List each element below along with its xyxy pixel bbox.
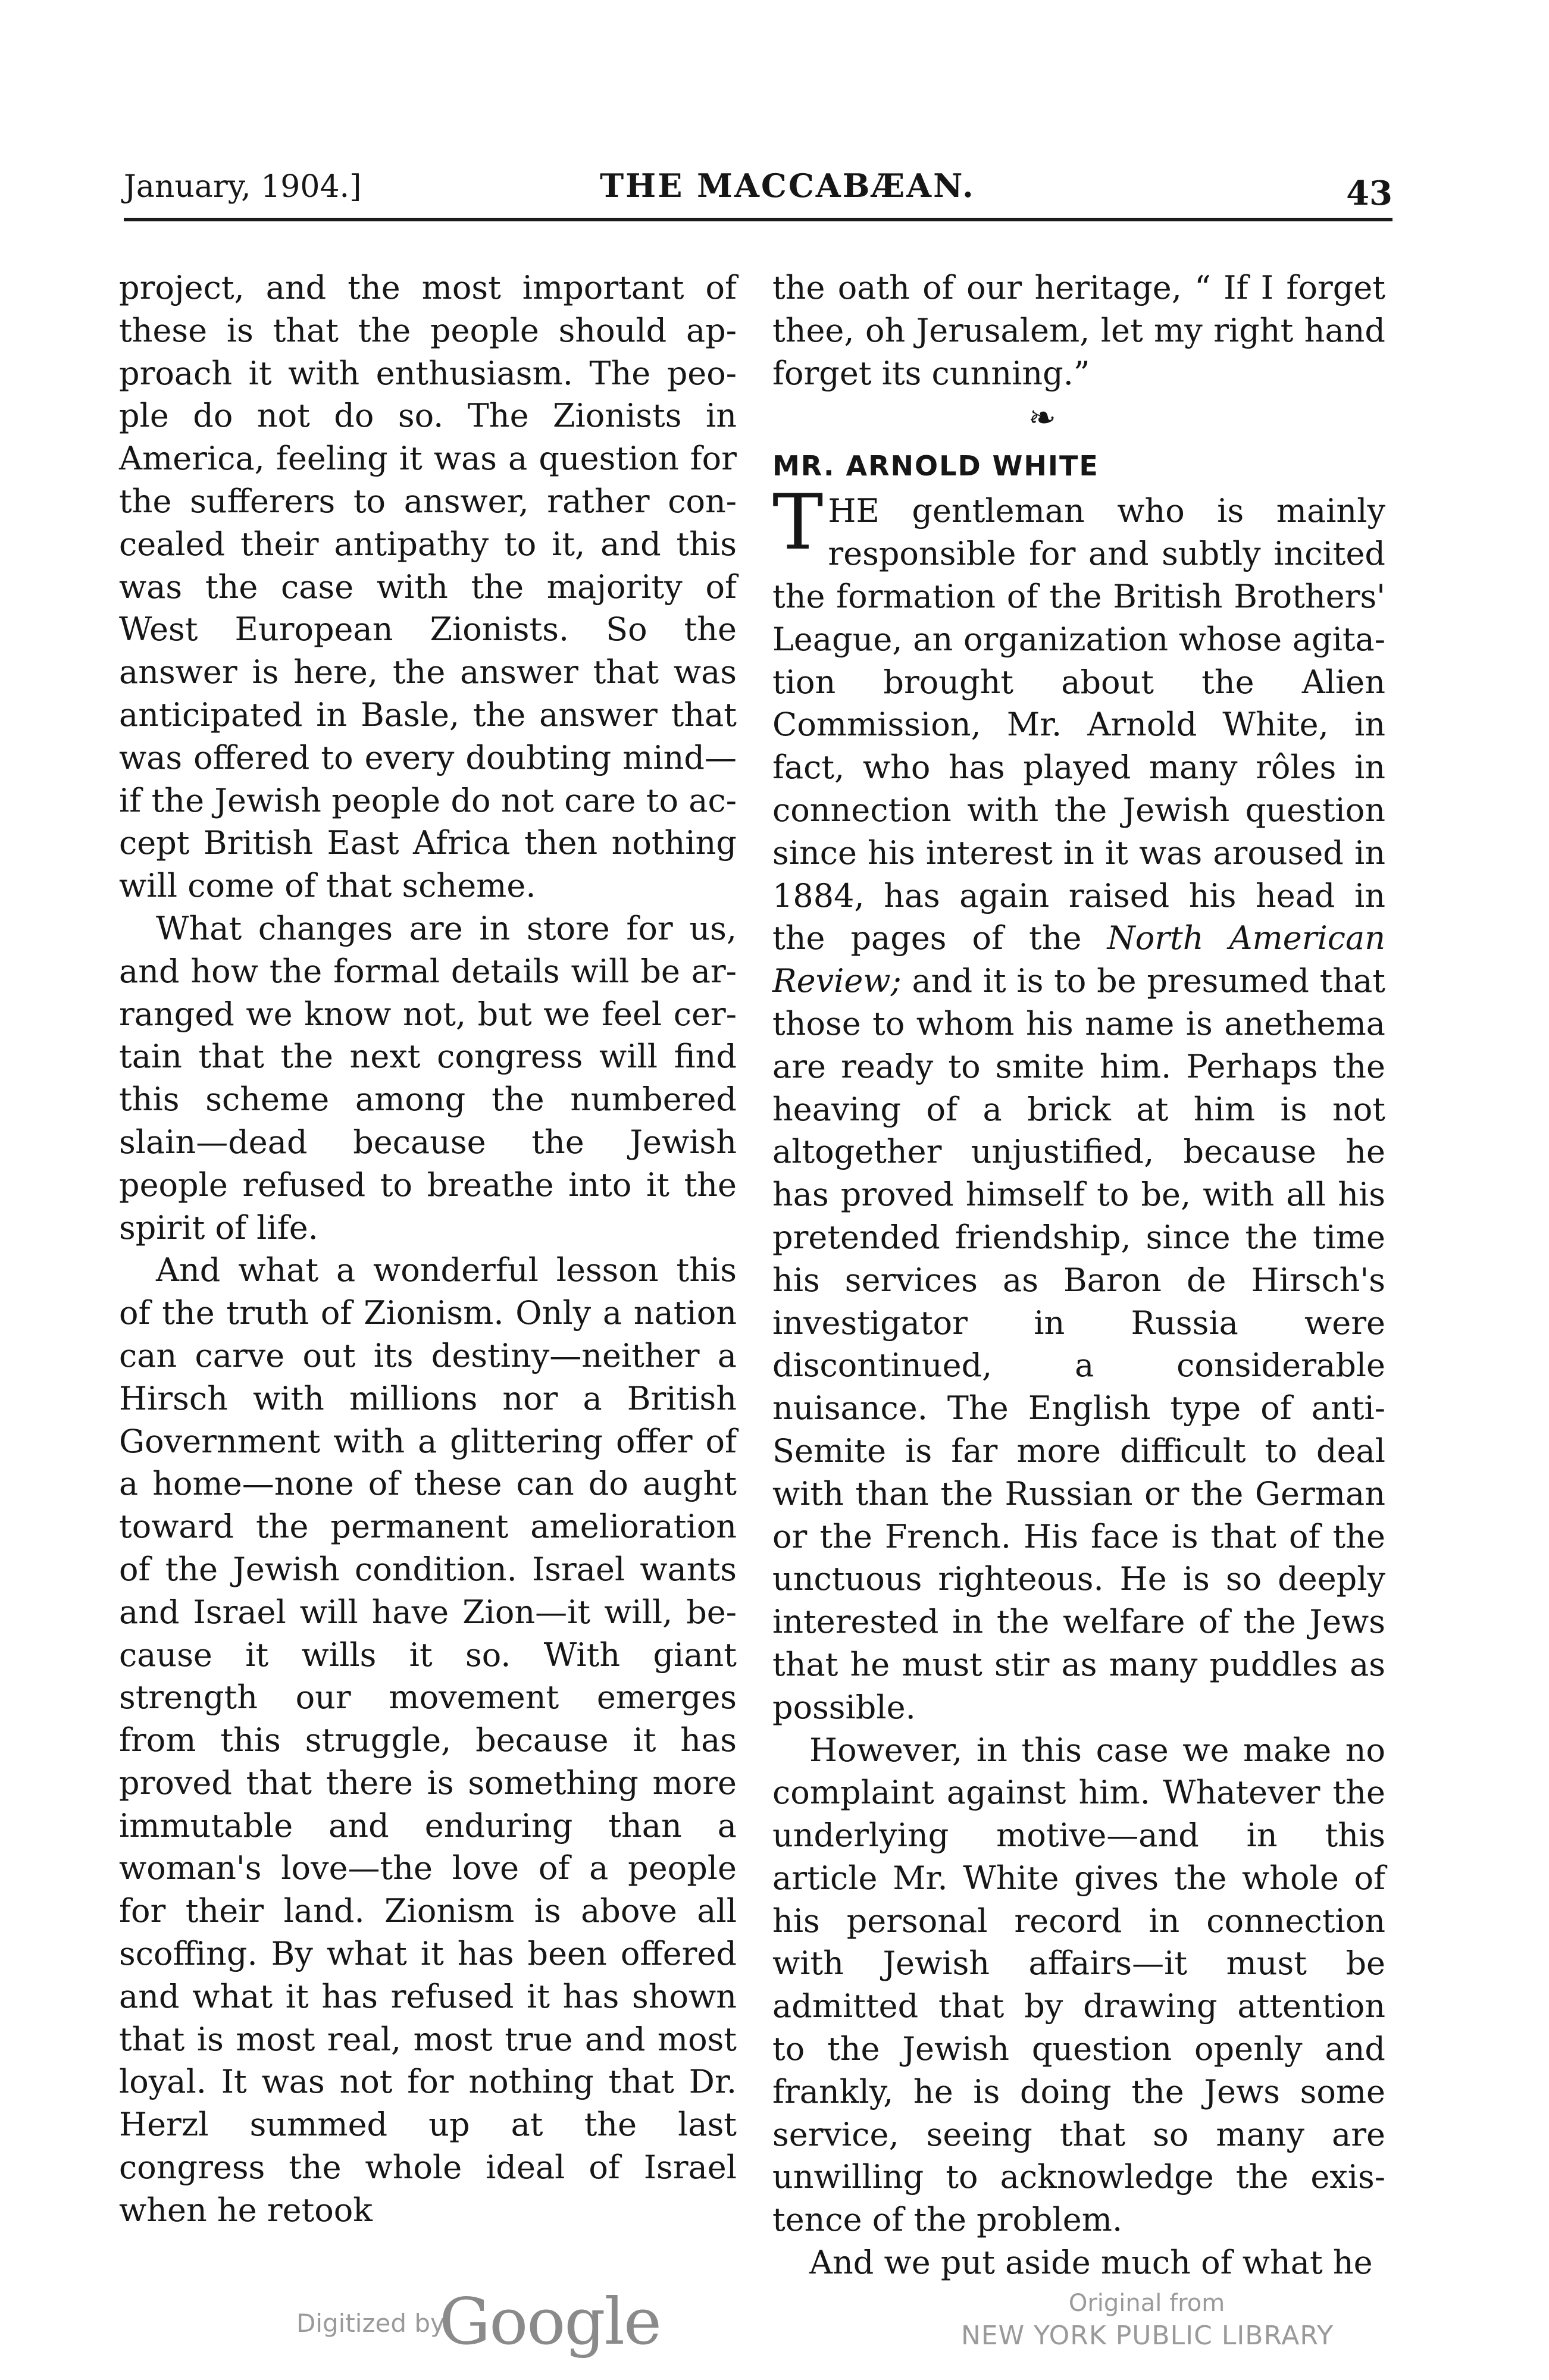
original-from-label: Original from [1068,2290,1225,2317]
body-paragraph: And what a wonderful lesson this of the truth of Zionism. Only a nation can carve out its destiny—neither a Hirsch with millions nor a British Government with a glittering offer of a home—none of these can do aught toward the permanent amelioration of the Jewish condition. Israel wants and Israel will have Zion—it will, because it wills it so. With giant strength our movement emerges from this struggle, because it has proved that there is something more immutable and enduring than a woman's love—the love of a people for their land. Zionism is above all scoffing. By what it has been offered and what it has refused it has shown that is most real, most true and most loyal. It was not for nothing that Dr. Herzl summed up at the last congress the whole ideal of Israel when he retook [119,1251,737,2229]
right-column [772,267,1385,2284]
digitization-footer [0,2285,1549,2362]
paragraph-text: gentleman who is mainly responsible for and subtly incited the formation of the British Brothers' League, an organization whose agitation brought about the Alien Commission, Mr. Arnold White, in fact, who has played many rôles in connection with the Jewish question since his interest in it was aroused in 1884, has again raised his head in the pages of the [772,492,1385,957]
section-opening-paragraph [772,478,1385,1728]
journal-title: THE MACCABÆAN. [600,167,975,205]
running-head [124,161,1392,214]
issue-date: January, 1904.] [124,169,362,205]
body-paragraph: However, in this case we make no complaint against him. Whatever the underlying motive—and in this article Mr. White gives the whole of his personal record in connection with Jewish affairs—it must be admitted that by drawing attention to the Jewish question openly and frankly, he is doing the Jews some service, seeing that so many are unwilling to acknowledge the existence of the problem. [772,1731,1385,2239]
section-heading: MR. ARNOLD WHITE [772,450,1099,483]
google-logo: Google [439,2285,661,2359]
journal-name-italic: North American Review; [772,919,1385,1000]
fleuron-ornament-icon: ❧ [1028,399,1056,438]
page-number: 43 [1346,174,1392,213]
drop-cap: T [772,478,824,568]
continued-paragraph: the oath of our heritage, “ If I forget thee, oh Jerusalem, let my right hand forget its cunning.” [772,269,1385,392]
body-paragraph: And we put aside much of what he [809,2244,1373,2282]
body-paragraph: What changes are in store for us, and how the formal details will be arranged we know not, but we feel certain that the next congress will find this scheme among the numbered slain—dead because the Jewish people refused to breathe into it the spirit of life. [119,909,737,1247]
paragraph-text: and it is to be presumed that those to whom his name is anethema are ready to smite him. Perhaps the heaving of a brick at him is not altogether unjustified, because he has proved himself to be, with all his pretended friendship, since the time his services as Baron de Hirsch's investigator in Russia were discontinued, a considerable nuisance. The English type of anti-Semite is far more difficult to deal with than the Russian or the German or the French. His face is that of the unctuous righteous. He is so deeply interested in the welfare of the Jews that he must stir as many puddles as possible. [772,962,1385,1726]
library-name: NEW YORK PUBLIC LIBRARY [960,2320,1334,2351]
header-rule [124,218,1392,221]
left-column [119,267,737,2232]
digitized-by-label: Digitized by [296,2309,445,2338]
small-caps-word: HE [828,492,880,530]
body-paragraph: project, and the most important of these is that the people should approach it with enthusiasm. The people do not do so. The Zionists in America, feeling it was a question for the sufferers to answer, rather concealed their antipathy to it, and this was the case with the majority of West European Zionists. So the answer is here, the answer that was anticipated in Basle, the answer that was offered to every doubting mind—if the Jewish people do not care to accept British East Africa then nothing will come of that scheme. [119,269,737,905]
